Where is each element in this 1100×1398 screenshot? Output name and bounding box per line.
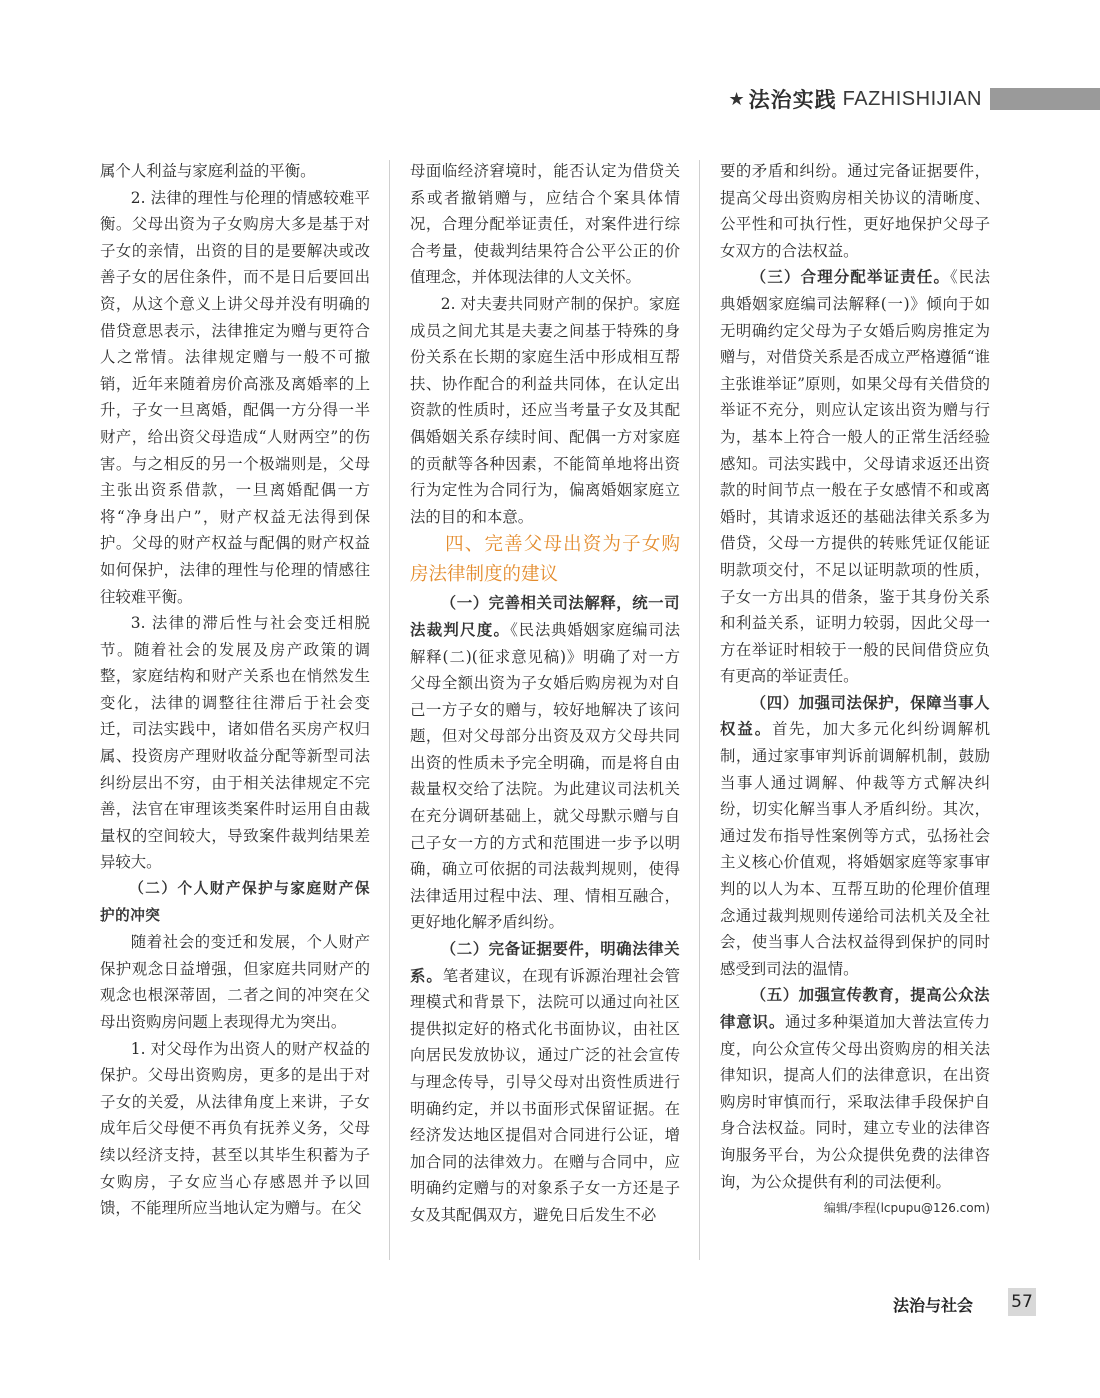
star-icon: ★ — [728, 88, 745, 110]
subheading: （三）合理分配举证责任。 — [750, 268, 951, 287]
paragraph: 《民法典婚姻家庭编司法解释(一)》倾向于如无明确约定父母为子女婚后购房推定为赠与，对借贷关系是否成立严格遵循“谁主张谁举证”原则，如果父母有关借贷的举证不充分，则应认定该出资为赠与行为，基本上符合一般人的正常生活经验感知。司法实践中，父母请求返还出资款的时间节点一般在子女感情不和或离婚时，其请求返还的基础法律关系多为借贷，父母一方提供的转账凭证仅能证明款项交付，不足以证明款项的性质，子女一方出具的借条，鉴于其身份关系和利益关系，证明力较弱，因此父母一方在举证时相较于一般的民间借贷应负有更高的举证责任。 — [720, 268, 990, 686]
subheading: （二）个人财产保护与家庭财产保护的冲突 — [100, 880, 370, 924]
paragraph: 《民法典婚姻家庭编司法解释(二)(征求意见稿)》明确了对一方父母全额出资为子女婚后购房视为对自己一方子女的赠与，较好地解决了该问题，但对父母部分出资及双方父母共同出资的性质未予完全明确，而是将自由裁量权交给了法院。为此建议司法机关在充分调研基础上，就父母默示赠与自己子女一方的方式和范围进一步予以明确，确立可依据的司法裁判规则，使得法律适用过程中法、理、情相互融合，更好地化解矛盾纠纷。 — [410, 620, 680, 932]
paragraph: 母面临经济窘境时，能否认定为借贷关系或者撤销赠与，应结合个案具体情况，合理分配举证责任，对案件进行综合考量，使裁判结果符合公平公正的价值理念，并体现法律的人文关怀。 — [410, 162, 680, 287]
paragraph: 1. 对父母作为出资人的财产权益的保护。父母出资购房，更多的是出于对子女的关爱，从法律角度上来讲，子女成年后父母便不再负有抚养义务，父母续以经济支持，甚至以其毕生积蓄为子女购房，子女应当心存感恩并予以回馈，不能理所应当地认定为赠与。在父 — [100, 1039, 370, 1218]
page-number: 57 — [1008, 1288, 1036, 1316]
column-divider — [389, 160, 390, 1260]
column-2 — [410, 158, 680, 1229]
paragraph: 属个人利益与家庭利益的平衡。 — [100, 162, 316, 180]
header-bar — [990, 88, 1100, 110]
paragraph: 笔者建议，在现有诉源治理社会管理模式和背景下，法院可以通过向社区提供拟定好的格式化书面协议，由社区向居民发放协议，通过广泛的社会宣传与理念传导，引导父母对出资性质进行明确约定，并以书面形式保留证据。在经济发达地区提倡对合同进行公证，增加合同的法律效力。在赠与合同中，应明确约定赠与的对象系子女一方还是子女及其配偶双方，避免日后发生不必 — [410, 966, 680, 1224]
column-3 — [720, 158, 990, 1222]
paragraph: 2. 法律的理性与伦理的情感较难平衡。父母出资为子女购房大多是基于对子女的亲情，出资的目的是要解决或改善子女的居住条件，而不是日后要回出资，从这个意义上讲父母并没有明确的借贷意思表示，法律推定为赠与更符合人之常情。法律规定赠与一般不可撤销，近年来随着房价高涨及离婚率的上升，子女一旦离婚，配偶一方分得一半财产，给出资父母造成“人财两空”的伤害。与之相反的另一个极端则是，父母主张出资系借款，一旦离婚配偶一方将“净身出户”，财产权益无法得到保护。父母的财产权益与配偶的财产权益如何保护，法律的理性与伦理的情感往往较难平衡。 — [100, 188, 370, 606]
journal-name: 法治与社会 — [893, 1296, 974, 1315]
subheading: （二）完备证据要件，明确法律关系。 — [410, 940, 680, 985]
editor-credit: 编辑/李程(lcpupu@126.com) — [823, 1201, 990, 1216]
paragraph: 随着社会的变迁和发展，个人财产保护观念日益增强，但家庭共同财产的观念也根深蒂固，二者之间的冲突在父母出资购房问题上表现得尤为突出。 — [100, 933, 370, 1031]
subheading: （四）加强司法保护，保障当事人权益。 — [720, 693, 990, 739]
section-title-en: FAZHISHIJIAN — [842, 87, 982, 110]
section-header — [729, 86, 1100, 112]
column-divider — [699, 160, 700, 1260]
paragraph: 2. 对夫妻共同财产制的保护。家庭成员之间尤其是夫妻之间基于特殊的身份关系在长期的家庭生活中形成相互帮扶、协作配合的利益共同体，在认定出资款的性质时，还应当考量子女及其配偶婚姻关系存续时间、配偶一方对家庭的贡献等各种因素，不能简单地将出资行为定性为合同行为，偏离婚姻家庭立法的目的和本意。 — [410, 294, 680, 526]
subheading: （一）完善相关司法解释，统一司法裁判尺度。 — [410, 594, 680, 639]
section-heading: 四、完善父母出资为子女购房法律制度的建议 — [410, 534, 680, 586]
paragraph: 3. 法律的滞后性与社会变迁相脱节。随着社会的发展及房产政策的调整，家庭结构和财产关系也在悄然发生变化，法律的调整往往滞后于社会变迁，司法实践中，诸如借名买房产权归属、投资房产理财收益分配等新型司法纠纷层出不穷，由于相关法律规定不完善，法官在审理该类案件时运用自由裁量权的空间较大，导致案件裁判结果差异较大。 — [100, 614, 370, 872]
paragraph: 通过多种渠道加大普法宣传力度，向公众宣传父母出资购房的相关法律知识，提高人们的法律意识，在出资购房时审慎而行，采取法律手段保护自身合法权益。同时，建立专业的法律咨询服务平台，为公众提供免费的法律咨询，为公众提供有利的司法便利。 — [720, 1013, 990, 1191]
paragraph: 要的矛盾和纠纷。通过完备证据要件，提高父母出资购房相关协议的清晰度、公平性和可执行性，更好地保护父母子女双方的合法权益。 — [720, 162, 990, 260]
subheading: （五）加强宣传教育，提高公众法律意识。 — [720, 986, 990, 1031]
paragraph: 首先，加大多元化纠纷调解机制，通过家事审判诉前调解机制，鼓励当事人通过调解、仲裁等方式解决纠纷，切实化解当事人矛盾纠纷。其次，通过发布指导性案例等方式，弘扬社会主义核心价值观，将婚姻家庭等家事审判的以人为本、互帮互助的伦理价值理念通过裁判规则传递给司法机关及全社会，使当事人合法权益得到保护的同时感受到司法的温情。 — [720, 720, 990, 978]
section-title-cn: 法治实践 — [748, 88, 837, 112]
column-1 — [100, 158, 370, 1222]
